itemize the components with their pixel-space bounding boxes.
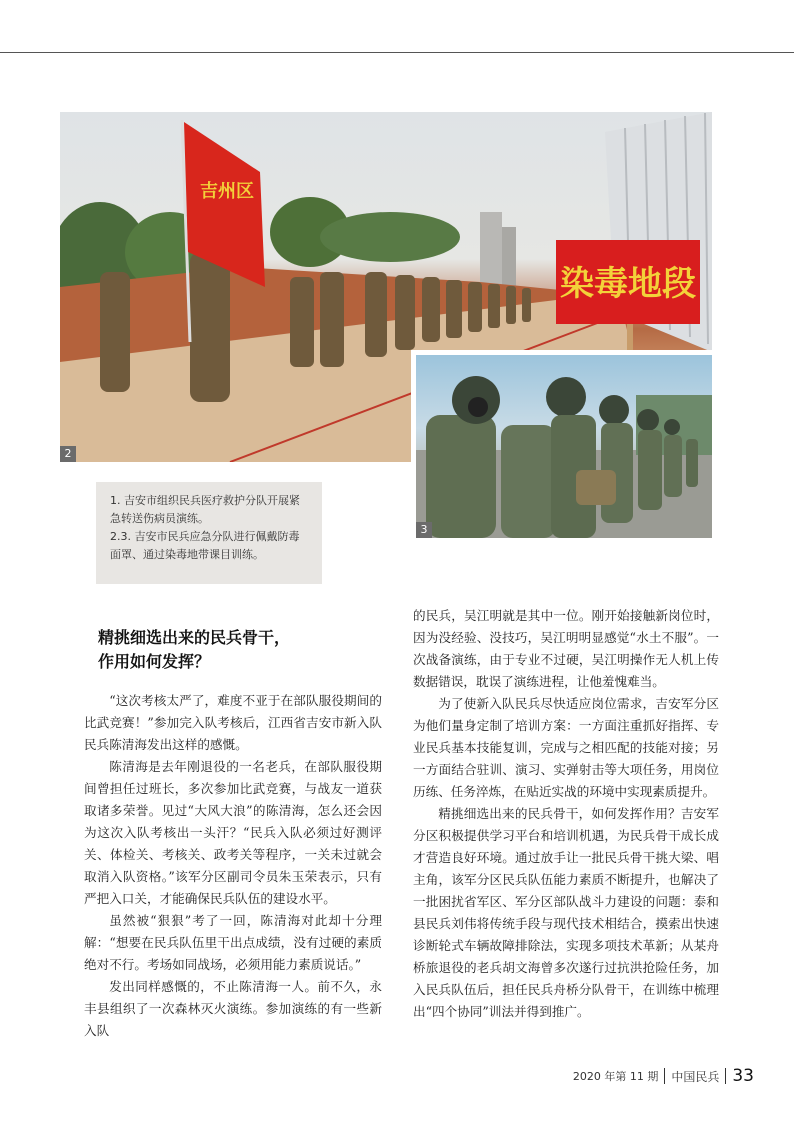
issue-label: 2020 年第 11 期 [572,1070,659,1083]
heading-line-2: 作用如何发挥？ [98,652,211,671]
photo-gas-masks [416,355,712,538]
section-heading [98,626,378,674]
paragraph: 的民兵，吴江明就是其中一位。刚开始接触新岗位时，因为没经验、没技巧，吴江明明显感觉“水土不服”。一次战备演练，由于专业不过硬，吴江明操作无人机上传数据错误，耽误了演练进程，让他羞愧难当。 [413,608,719,689]
footer-divider [664,1068,665,1084]
top-rule [0,52,794,53]
page-number: 33 [732,1066,754,1086]
footer-divider [725,1068,726,1084]
caption-line-2: 2.3. 吉安市民兵应急分队进行佩戴防毒面罩、通过染毒地带课目训练。 [110,530,300,561]
photo-number-2: 2 [60,446,76,462]
photo-caption [96,482,322,584]
page-footer [573,1066,754,1086]
gas-mask-scene-illustration [416,355,712,538]
caption-line-1: 1. 吉安市组织民兵医疗救护分队开展紧急转送伤病员演练。 [110,494,300,525]
heading-line-1: 精挑细选出来的民兵骨干， [98,628,291,647]
flag-text: 吉州区 [200,181,254,202]
paragraph: 发出同样感慨的，不止陈清海一人。前不久，永丰县组织了一次森林灭火演练。参加演练的有一些新入队 [84,979,382,1038]
photo-number-3: 3 [416,522,432,538]
publication-name: 中国民兵 [671,1069,720,1084]
paragraph: 虽然被“狠狠”考了一回，陈清海对此却十分理解：“想要在民兵队伍里干出点成绩，没有过硬的素质绝对不行。考场如同战场，必须用能力素质说话。” [84,913,382,972]
right-column [413,605,719,1023]
paragraph: 为了使新入队民兵尽快适应岗位需求，吉安军分区为他们量身定制了培训方案：一方面注重抓好指挥、专业民兵基本技能复训，完成与之相匹配的技能对接；另一方面结合驻训、演习、实弹射击等大项任务，用岗位历练、任务淬炼，在贴近实战的环境中实现素质提升。 [413,696,719,799]
paragraph: “这次考核太严了，难度不亚于在部队服役期间的比武竞赛！”参加完入队考核后，江西省吉安市新入队民兵陈清海发出这样的感慨。 [84,693,382,752]
warning-sign-text: 染毒地段 [560,264,696,304]
paragraph: 陈清海是去年刚退役的一名老兵，在部队服役期间曾担任过班长，多次参加比武竞赛，与战友一道获取诸多荣誉。见过“大风大浪”的陈清海，怎么还会因为这次入队考核出一头汗？“民兵入队必须过好测评关、体检关、考核关、政考关等程序，一关未过就会取消入队资格。”该军分区副司令员朱玉荣表示，只有严把入口关，才能确保民兵队伍的建设水平。 [84,759,382,906]
paragraph: 精挑细选出来的民兵骨干，如何发挥作用？吉安军分区积极提供学习平台和培训机遇，为民兵骨干成长成才营造良好环境。通过放手让一批民兵骨干挑大梁、唱主角，该军分区民兵队伍能力素质不断提升，也解决了一批困扰省军区、军分区部队战斗力建设的问题：泰和县民兵刘伟将传统手段与现代技术相结合，摸索出快速诊断轮式车辆故障排除法，实现多项技术革新；从某舟桥旅退役的老兵胡文海曾多次遂行过抗洪抢险任务，加入民兵队伍后，担任民兵舟桥分队骨干，在训练中梳理出“四个协同”训法并得到推广。 [413,806,719,1019]
left-column [84,690,382,1042]
